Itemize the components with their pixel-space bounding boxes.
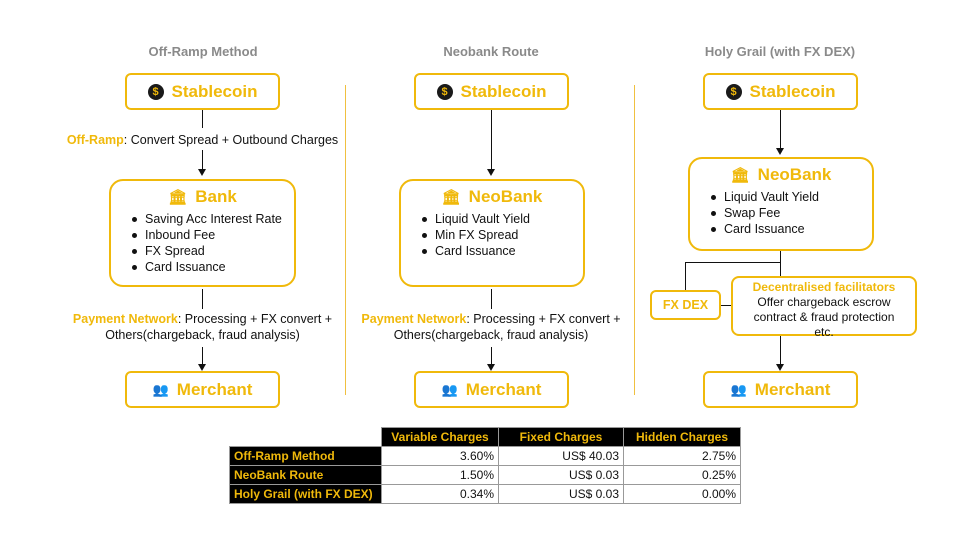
dollar-coin-icon: $: [148, 84, 164, 100]
facilitators-line: contract & fraud protection: [753, 310, 895, 324]
column-header: Variable Charges: [382, 428, 499, 447]
column-separator: [345, 85, 346, 395]
table-cell: US$ 40.03: [499, 447, 624, 466]
facilitators-line: etc.: [814, 325, 834, 339]
off-ramp-step-text: : Convert Spread + Outbound Charges: [123, 133, 339, 147]
people-icon: 👥: [730, 381, 747, 397]
table-cell: 1.50%: [382, 466, 499, 485]
table-cell: 3.60%: [382, 447, 499, 466]
neobank-item: Liquid Vault Yield: [724, 189, 872, 205]
column-title-holy-grail: Holy Grail (with FX DEX): [704, 44, 856, 59]
bank-item: Card Issuance: [145, 259, 294, 275]
table-row: [230, 466, 741, 485]
neobank-item: Card Issuance: [435, 243, 583, 259]
column-title-neobank: Neobank Route: [443, 44, 539, 59]
merchant-label: Merchant: [465, 379, 542, 399]
bank-label: Bank: [195, 187, 237, 206]
facilitators-box: [731, 276, 917, 339]
column-header: Fixed Charges: [499, 428, 624, 447]
people-icon: 👥: [152, 381, 169, 397]
merchant-label: Merchant: [176, 379, 253, 399]
neobank-label: NeoBank: [757, 165, 832, 184]
payment-network-text: : Processing + FX convert +: [177, 312, 333, 326]
bank-item: Inbound Fee: [145, 227, 294, 243]
table-cell: 0.25%: [624, 466, 741, 485]
payment-network-step: [345, 311, 637, 343]
payment-network-text: : Processing + FX convert +: [466, 312, 621, 326]
neobank-box: [688, 157, 874, 251]
column-title-off-ramp: Off-Ramp Method: [148, 44, 258, 59]
facilitators-line: Offer chargeback escrow: [757, 295, 891, 309]
bank-icon: 🏛: [168, 189, 188, 206]
merchant-box: [125, 371, 280, 408]
column-header: Hidden Charges: [624, 428, 741, 447]
bank-item: Saving Acc Interest Rate: [145, 211, 294, 227]
merchant-label: Merchant: [754, 379, 831, 399]
table-row: [230, 447, 741, 466]
charges-table: [229, 427, 741, 504]
stablecoin-label: Stablecoin: [171, 81, 258, 101]
payment-network-highlight: Payment Network: [72, 312, 178, 326]
stablecoin-label: Stablecoin: [460, 81, 547, 101]
row-header: Holy Grail (with FX DEX): [230, 485, 382, 504]
merchant-box: [703, 371, 858, 408]
neobank-item: Min FX Spread: [435, 227, 583, 243]
neobank-item: Liquid Vault Yield: [435, 211, 583, 227]
off-ramp-step: [60, 132, 345, 148]
neobank-item: Card Issuance: [724, 221, 872, 237]
facilitators-title: Decentralised facilitators: [752, 280, 896, 294]
bank-box: [109, 179, 296, 287]
dollar-coin-icon: $: [726, 84, 742, 100]
stablecoin-box: [414, 73, 569, 110]
fx-dex-label: FX DEX: [662, 298, 709, 312]
table-header-row: [230, 428, 741, 447]
merchant-box: [414, 371, 569, 408]
payment-network-line2: Others(chargeback, fraud analysis): [105, 328, 300, 342]
people-icon: 👥: [441, 381, 458, 397]
row-header: NeoBank Route: [230, 466, 382, 485]
bank-icon: 🏛: [730, 167, 750, 184]
stablecoin-label: Stablecoin: [749, 81, 836, 101]
table-cell: 2.75%: [624, 447, 741, 466]
bank-icon: 🏛: [441, 189, 461, 206]
table-row: [230, 485, 741, 504]
table-cell: 0.00%: [624, 485, 741, 504]
fx-dex-box: [650, 290, 721, 320]
neobank-item: Swap Fee: [724, 205, 872, 221]
stablecoin-box: [125, 73, 280, 110]
stablecoin-box: [703, 73, 858, 110]
dollar-coin-icon: $: [437, 84, 453, 100]
payment-network-line2: Others(chargeback, fraud analysis): [393, 328, 589, 342]
payment-network-step: [55, 311, 350, 343]
table-cell: US$ 0.03: [499, 485, 624, 504]
neobank-box: [399, 179, 585, 287]
payment-network-highlight: Payment Network: [361, 312, 467, 326]
row-header: Off-Ramp Method: [230, 447, 382, 466]
table-cell: US$ 0.03: [499, 466, 624, 485]
off-ramp-step-highlight: Off-Ramp: [66, 133, 124, 147]
table-cell: 0.34%: [382, 485, 499, 504]
neobank-label: NeoBank: [468, 187, 543, 206]
column-separator: [634, 85, 635, 395]
bank-item: FX Spread: [145, 243, 294, 259]
